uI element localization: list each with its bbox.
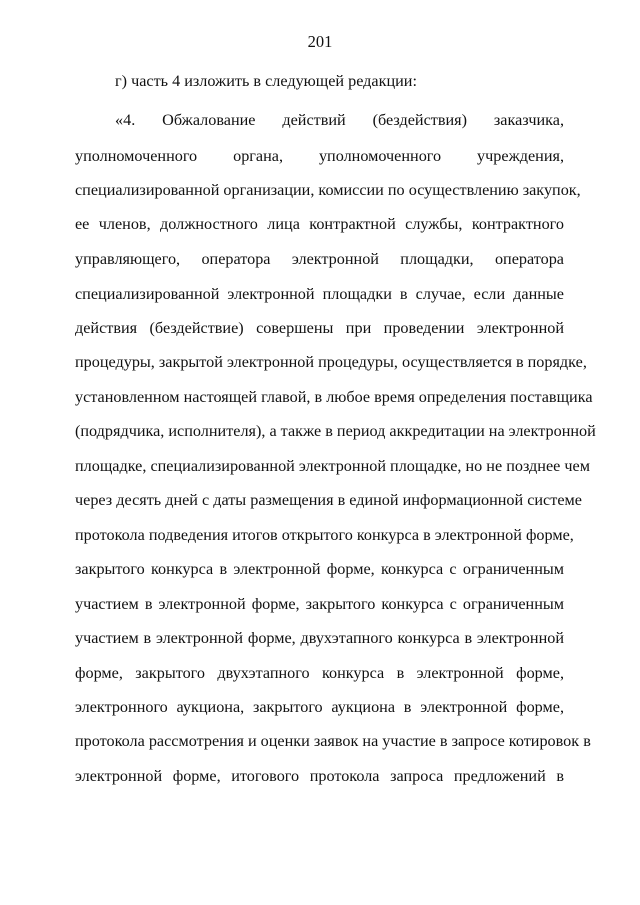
page-number: 201 bbox=[307, 32, 333, 51]
text-line-16: участием в электронной форме, закрытого конкурса с ограниченным bbox=[75, 595, 564, 613]
text-line-19: электронного аукциона, закрытого аукциона в электронной форме, bbox=[75, 698, 564, 716]
text-line-20: протокола рассмотрения и оценки заявок на участие в запросе котировок в bbox=[75, 732, 591, 750]
text-line-5: ее членов, должностного лица контрактной службы, контрактного bbox=[75, 215, 564, 233]
text-line-17: участием в электронной форме, двухэтапного конкурса в электронной bbox=[75, 629, 564, 647]
text-line-8: действия (бездействие) совершены при проведении электронной bbox=[75, 319, 564, 337]
text-line-4: специализированной организации, комиссии по осуществлению закупок, bbox=[75, 181, 581, 199]
text-line-6: управляющего, оператора электронной площадки, оператора bbox=[75, 250, 564, 268]
text-line-18: форме, закрытого двухэтапного конкурса в электронной форме, bbox=[75, 664, 564, 682]
text-line-13: через десять дней с даты размещения в единой информационной системе bbox=[75, 491, 582, 509]
text-line-7: специализированной электронной площадки в случае, если данные bbox=[75, 285, 564, 303]
text-line-14: протокола подведения итогов открытого конкурса в электронной форме, bbox=[75, 526, 574, 544]
text-line-11: (подрядчика, исполнителя), а также в период аккредитации на электронной bbox=[75, 422, 596, 440]
text-line-9: процедуры, закрытой электронной процедуры, осуществляется в порядке, bbox=[75, 353, 587, 371]
text-line-3: уполномоченного органа, уполномоченного учреждения, bbox=[75, 147, 564, 165]
text-line-12: площадке, специализированной электронной площадке, но не позднее чем bbox=[75, 457, 590, 475]
text-line-1: г) часть 4 изложить в следующей редакции: bbox=[115, 72, 417, 90]
text-line-15: закрытого конкурса в электронной форме, конкурса с ограниченным bbox=[75, 560, 564, 578]
text-line-10: установленном настоящей главой, в любое время определения поставщика bbox=[75, 388, 593, 406]
text-line-2: «4. Обжалование действий (бездействия) заказчика, bbox=[115, 111, 564, 129]
text-line-21: электронной форме, итогового протокола запроса предложений в bbox=[75, 767, 564, 785]
